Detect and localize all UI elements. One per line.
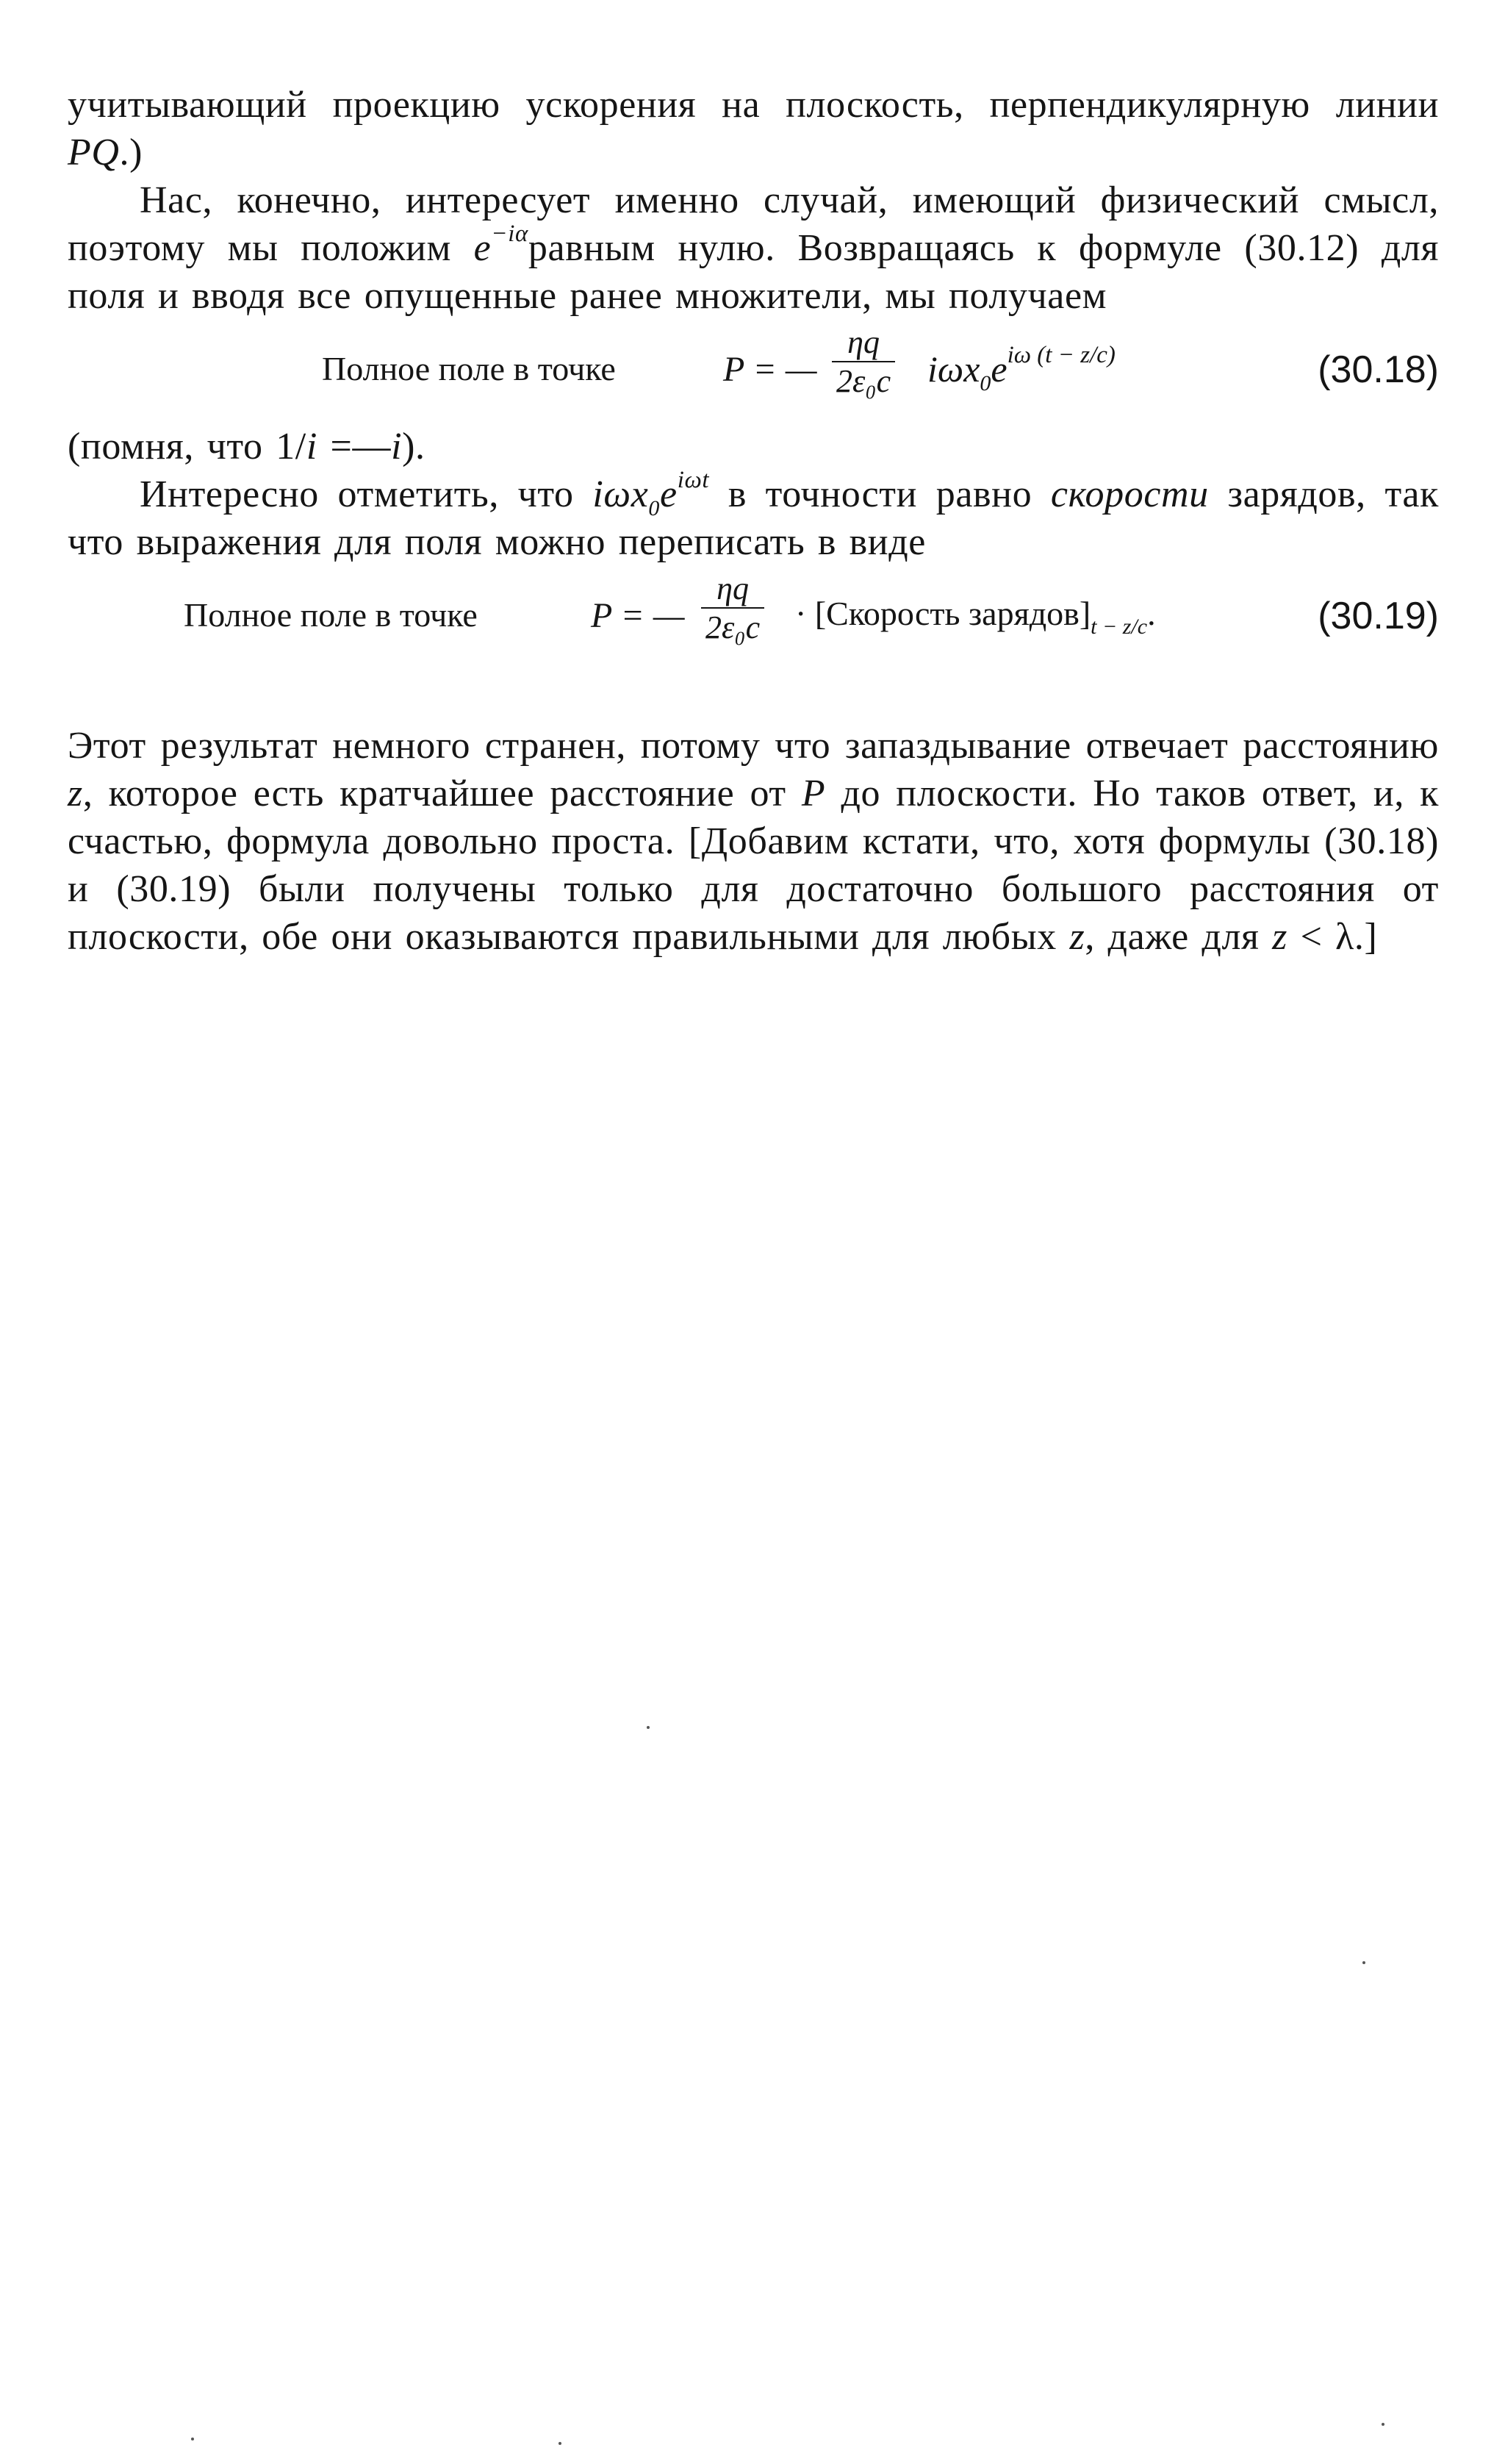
equation-number: (30.19) xyxy=(1318,595,1439,637)
text-run: (помня, что 1/ xyxy=(68,426,306,468)
fraction-denominator: 2ε₀c xyxy=(705,609,761,645)
scan-speck xyxy=(647,1726,650,1729)
math-e: e xyxy=(991,348,1007,390)
math-term: iωx xyxy=(927,348,980,390)
equation-lead-text: Полное поле в точке xyxy=(322,350,616,387)
equation-lhs: P = — xyxy=(591,596,685,635)
math-exponent: iω (t − z/c) xyxy=(1007,342,1116,368)
text-run: ). xyxy=(402,426,425,468)
math-e: e xyxy=(473,227,492,269)
equation-lhs: P = — xyxy=(723,350,817,389)
book-page xyxy=(68,81,1439,961)
scan-speck xyxy=(558,2442,561,2445)
text-run: до плоскости. Но таков ответ, и, к счастью, формула довольно проста. [Добавим кстати, что, хотя формулы (30.18) и (30.19) были получены только для достаточно большого расстояния от плоскости, обе они оказываются правильными для любых xyxy=(68,773,1439,958)
fraction-numerator: ηq xyxy=(716,570,749,606)
math-z: z xyxy=(1272,916,1287,958)
math-i: i xyxy=(391,426,403,468)
math-z: z xyxy=(68,773,83,814)
math-subscript: 0 xyxy=(980,371,991,395)
emphasis-text: скорости xyxy=(1050,473,1209,515)
math-term: · [Скорость зарядов] xyxy=(795,595,1091,632)
text-run: , которое есть кратчайшее расстояние от xyxy=(82,773,786,814)
text-run: Нас, конечно, интересует именно случай, имеющий физический смысл, поэтому мы положим xyxy=(68,179,1439,269)
paragraph-4 xyxy=(68,467,1439,566)
equation-fraction xyxy=(832,324,895,401)
equation-fraction xyxy=(701,570,764,647)
text-run: < λ.] xyxy=(1287,916,1378,958)
text-run: =— xyxy=(317,426,392,468)
math-p: P xyxy=(801,773,826,814)
math-term: iωx xyxy=(592,473,649,515)
text-run: учитывающий проекцию ускорения на плоскость, перпендикулярную линии xyxy=(68,84,1439,126)
math-e: e xyxy=(660,473,678,515)
scan-speck xyxy=(191,2438,194,2440)
text-run: равным нулю. Возвращаясь к формуле (30.12) для поля и вводя все опущенные ранее множители, мы получаем xyxy=(68,227,1439,317)
math-exponent: −iα xyxy=(491,221,528,247)
text-run: , даже для xyxy=(1085,916,1260,958)
fraction-denominator: 2ε₀c xyxy=(836,363,891,399)
text-run: . xyxy=(1147,595,1156,632)
equation-number: (30.18) xyxy=(1318,348,1439,391)
equation-30-18 xyxy=(68,320,1439,423)
text-run: в точности равно xyxy=(728,473,1032,515)
paragraph-5 xyxy=(68,722,1439,961)
scan-speck xyxy=(1362,1961,1365,1964)
math-z: z xyxy=(1069,916,1085,958)
scan-speck xyxy=(1382,2423,1384,2426)
paragraph-3 xyxy=(68,423,1439,470)
text-run: Интересно отметить, что xyxy=(140,473,574,515)
text-run: Этот результат немного странен, потому что запаздывание отвечает расстоянию xyxy=(68,725,1439,767)
text-run: .) xyxy=(119,132,143,173)
math-subscript: t − z/c xyxy=(1091,615,1148,639)
paragraph-2 xyxy=(68,176,1439,320)
equation-body xyxy=(927,342,1116,395)
math-i: i xyxy=(306,426,317,468)
fraction-numerator: ηq xyxy=(847,324,880,360)
math-velocity-expression xyxy=(592,467,710,520)
equation-lead-text: Полное поле в точке xyxy=(184,596,478,634)
math-pq: PQ xyxy=(68,132,120,173)
text-run: зарядов, так что выражения для поля можно переписать в виде xyxy=(68,473,1439,563)
paragraph-1 xyxy=(68,81,1439,176)
equation-30-19 xyxy=(68,566,1439,669)
math-exponent: iωt xyxy=(677,467,710,493)
math-subscript: 0 xyxy=(648,496,660,520)
equation-body xyxy=(795,594,1156,639)
